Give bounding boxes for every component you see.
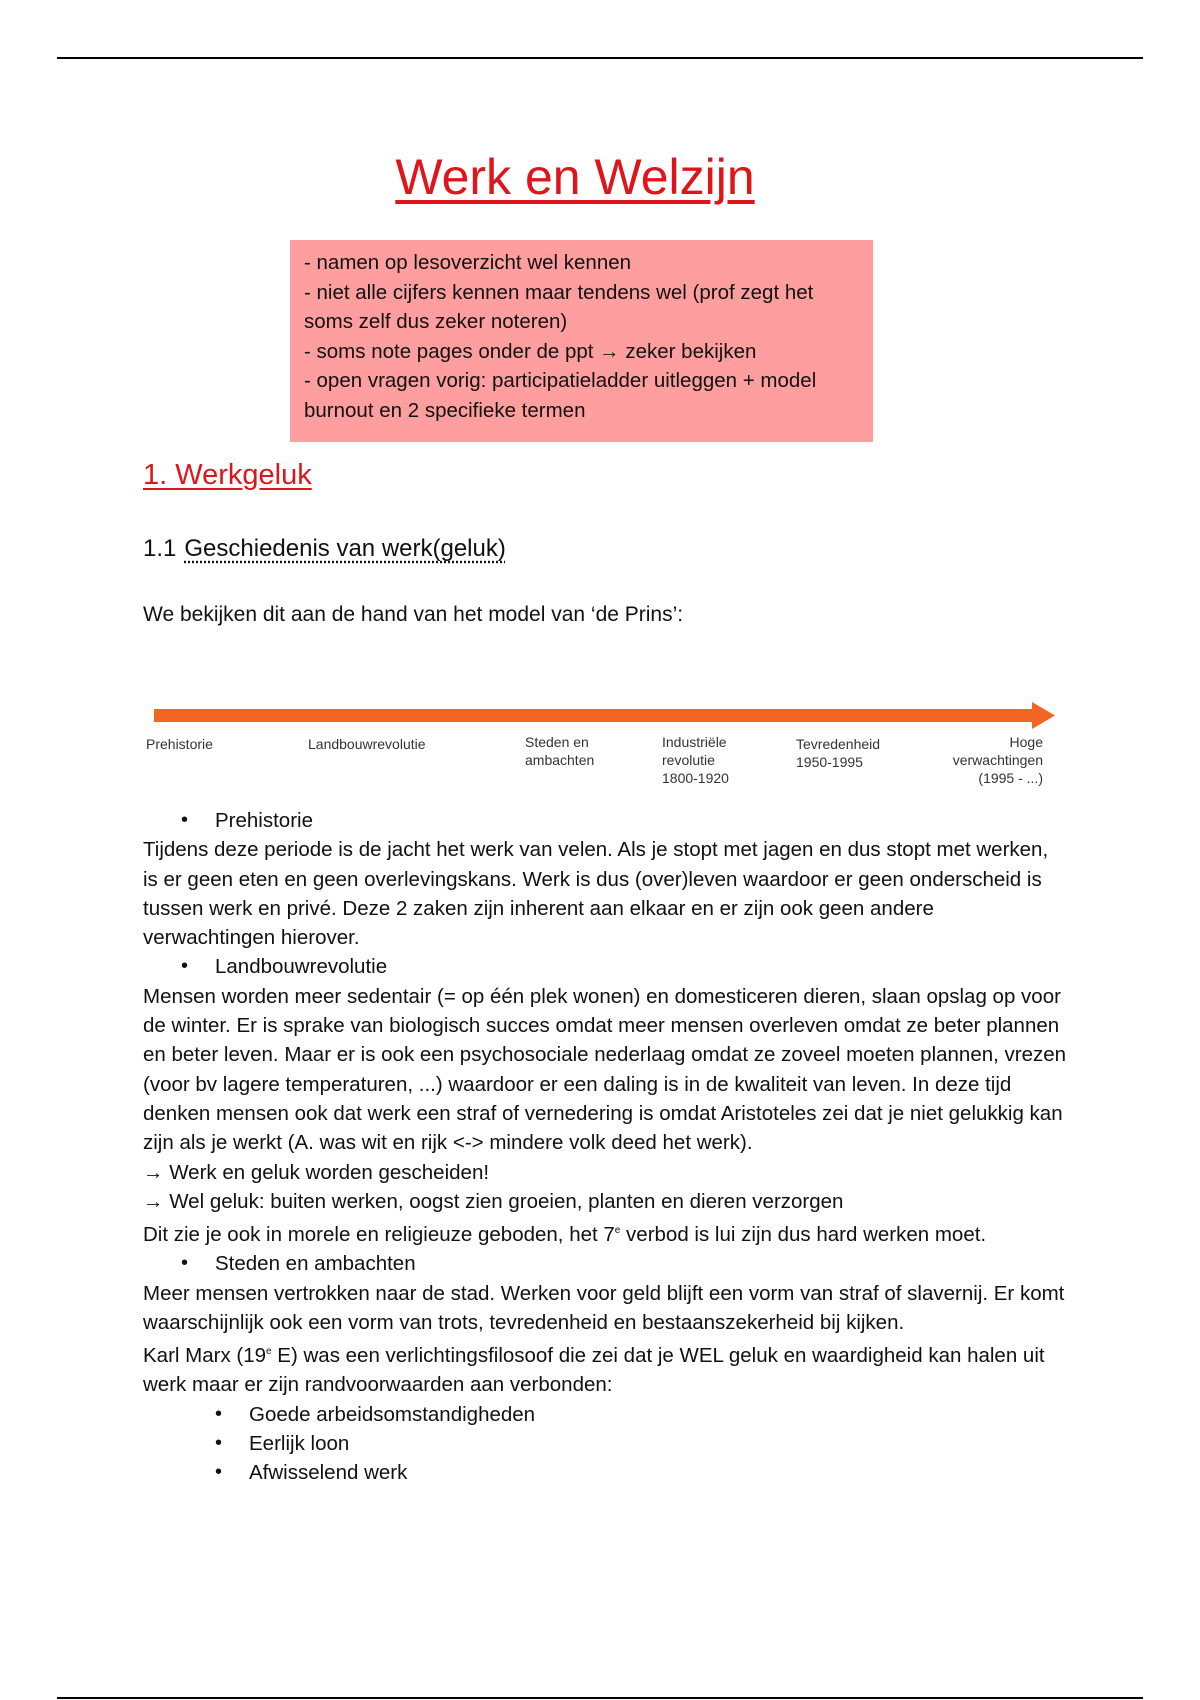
list-item: • Goede arbeidsomstandigheden: [143, 1400, 1068, 1429]
intro-text: We bekijken dit aan de hand van het model van ‘de Prins’:: [143, 603, 684, 626]
timeline-label-hoge-verwachtingen: Hoge verwachtingen (1995 - ...): [952, 734, 1043, 786]
paragraph: [143, 1216, 1068, 1249]
body-text: [143, 806, 1068, 1487]
paragraph: [143, 1337, 1068, 1399]
timeline-arrow: [140, 690, 1060, 730]
note-line: - namen op lesoverzicht wel kennen: [304, 251, 632, 274]
list-item: • Landbouwrevolutie: [143, 952, 1068, 981]
list-item: • Eerlijk loon: [143, 1429, 1068, 1458]
superscript: e: [614, 1225, 621, 1237]
paragraph: Tijdens deze periode is de jacht het werk van velen. Als je stopt met jagen en dus stopt met werken, is er geen eten en geen overlevingskans. Werk is dus (over)leven waardoor er geen onderscheid is tussen werk en privé. Deze 2 zaken zijn inherent aan elkaar en er zijn ook geen andere verwachtingen hierover.: [143, 838, 1049, 950]
section-heading-werkgeluk: 1. Werkgeluk: [143, 459, 312, 491]
timeline-label-tevredenheid: Tevredenheid 1950-1995: [796, 736, 881, 770]
note-line: - open vragen vorig: participatieladder uitleggen + model burnout en 2 specifieke termen: [304, 369, 817, 422]
subsection-number: 1.1: [143, 535, 177, 562]
note-line: - niet alle cijfers kennen maar tendens wel (prof zegt het soms zelf dus zeker noteren): [304, 280, 814, 333]
timeline-label-prehistorie: Prehistorie: [146, 736, 213, 752]
arrow-note: → Werk en geluk worden gescheiden!: [143, 1160, 490, 1184]
page-title: Werk en Welzijn: [395, 149, 755, 205]
timeline-label-steden: Steden en ambachten: [525, 734, 595, 768]
arrow-note: → Wel geluk: buiten werken, oogst zien groeien, planten en dieren verzorgen: [143, 1189, 844, 1213]
paragraph: Meer mensen vertrokken naar de stad. Werken voor geld blijft een vorm van straf of slavernij. Er komt waarschijnlijk ook een vorm van trots, tevredenheid en bestaanszekerheid bij kijken.: [143, 1281, 1065, 1334]
notes-box: [290, 240, 873, 442]
superscript: e: [266, 1346, 272, 1358]
timeline-label-industriele-revolutie: Industriële revolutie 1800-1920: [662, 734, 729, 786]
paragraph: Mensen worden meer sedentair (= op één plek wonen) en domesticeren dieren, slaan opslag op voor de winter. Er is sprake van biologisch succes omdat meer mensen overleven omdat ze beter plannen en beter leven. Maar er is ook een psychosociale nederlaag omdat ze zoveel moeten plannen, vrezen (voor bv lagere temperaturen, ...) waardoor er een daling is in de kwaliteit van leven. In deze tijd denken mensen ook dat werk een straf of vernedering is omdat Aristoteles zei dat je niet gelukkig kan zijn als je werkt (A. was wit en rijk <-> mindere volk deed het werk).: [143, 984, 1067, 1155]
note-line: - soms note pages onder de ppt → zeker bekijken: [304, 339, 757, 363]
timeline-arrow-shaft: [154, 709, 1034, 722]
bottom-rule: [57, 1697, 1143, 1699]
text-segment: Dit zie je ook in morele en religieuze geboden, het 7: [143, 1222, 615, 1246]
timeline-arrow-head: [1032, 702, 1055, 729]
subsection-heading: [143, 535, 506, 563]
text-segment: Karl Marx (19: [143, 1344, 267, 1367]
timeline-label-landbouwrevolutie: Landbouwrevolutie: [308, 736, 426, 752]
list-item: • Steden en ambachten: [143, 1249, 1068, 1278]
list-item: • Prehistorie: [143, 806, 1068, 835]
top-rule: [57, 57, 1143, 59]
timeline-diagram: [140, 690, 1060, 800]
text-segment: E) was een verlichtingsfilosoof die zei dat je WEL geluk en waardigheid kan halen uit werk maar er zijn randvoorwaarden aan verbonden:: [143, 1344, 1045, 1397]
list-item: • Afwisselend werk: [143, 1458, 1068, 1487]
text-segment: verbod is lui zijn dus hard werken moet.: [620, 1222, 987, 1246]
subsection-title: Geschiedenis van werk(geluk): [184, 535, 506, 562]
